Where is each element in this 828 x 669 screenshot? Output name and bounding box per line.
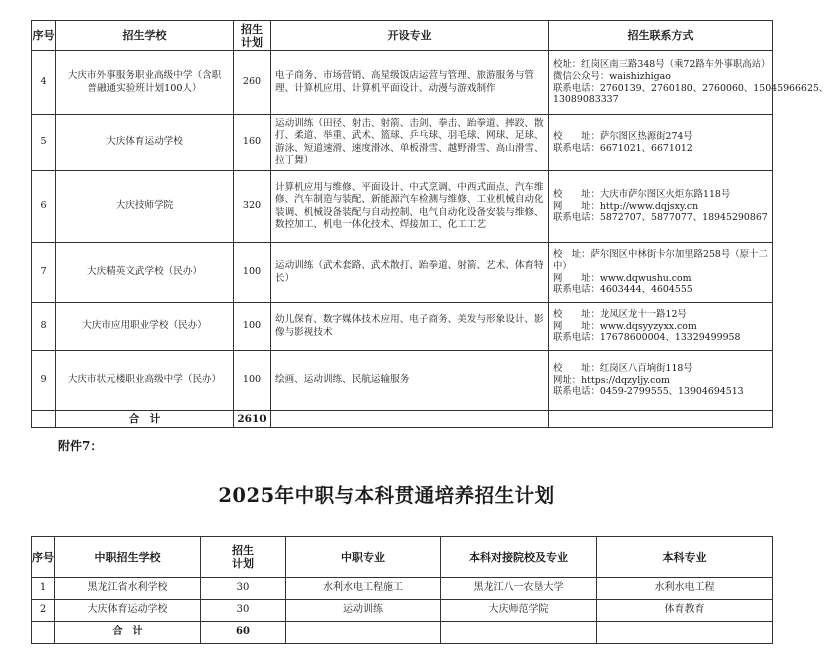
total-univ-cell (441, 622, 597, 644)
plan-title: 2025年中职与本科贯通培养招生计划 (218, 484, 555, 507)
total-value: 60 (201, 622, 286, 644)
bachelor-track-table (31, 536, 773, 644)
row-plan: 100 (234, 243, 271, 303)
row-school: 大庆市应用职业学校（民办） (56, 303, 234, 351)
contact-line: 校 址：萨尔图区热源街274号 (553, 130, 693, 142)
row-plan: 30 (201, 600, 286, 622)
row-major: 运动训练 (286, 600, 441, 622)
row-plan: 320 (234, 171, 271, 243)
total-label: 合 计 (55, 622, 201, 644)
contact-line: 校 址：红岗区八百垧街118号 (553, 362, 693, 374)
header-plan (234, 21, 271, 51)
total-major-cell (286, 622, 441, 644)
table-row (32, 171, 773, 243)
row-contact (549, 351, 773, 411)
row-contact (549, 51, 828, 115)
contact-line: 网址：https://dqzyljy.com (553, 374, 670, 386)
row-school: 大庆市状元楼职业高级中学（民办） (56, 351, 234, 411)
row-seq: 8 (32, 303, 56, 351)
enrollment-table (31, 20, 828, 428)
total-seq-cell (32, 622, 55, 644)
header-plan-line1: 招生 (232, 544, 254, 557)
contact-line: 网 址：http://www.dqjsxy.cn (553, 200, 699, 212)
total-value: 2610 (234, 411, 271, 428)
row-majors: 绘画、运动训练、民航运输服务 (271, 351, 549, 411)
row-contact (549, 115, 773, 171)
contact-line: 联系电话：5872707、5877077、18945290867 (553, 212, 768, 224)
header-school: 招生学校 (56, 21, 234, 51)
contact-line: 联系电话：0459-2799555、13904694513 (553, 386, 744, 398)
row-seq: 7 (32, 243, 56, 303)
row-plan: 160 (234, 115, 271, 171)
contact-line: 联系电话：6671021、6671012 (553, 142, 693, 154)
header-plan-line1: 招生 (241, 22, 263, 36)
table-header-row (32, 537, 773, 578)
row-plan: 260 (234, 51, 271, 115)
row-major: 水利水电工程施工 (286, 578, 441, 600)
row-majors: 运动训练（武术套路、武术散打、跆拳道、射箭、艺术、体育特长） (271, 243, 549, 303)
row-univ: 黑龙江八一农垦大学 (441, 578, 597, 600)
row-contact (549, 243, 773, 303)
row-school: 大庆技师学院 (56, 171, 234, 243)
contact-line: 联系电话：4603444、4604555 (553, 284, 693, 296)
contact-line: 联系电话：17678600004、13329499958 (553, 332, 741, 344)
header-plan-line2: 计划 (241, 35, 263, 49)
row-univ: 大庆师范学院 (441, 600, 597, 622)
contact-line: 中） (553, 260, 572, 272)
header-univ-major: 本科专业 (597, 537, 773, 578)
table-row (32, 578, 773, 600)
contact-line: 13089083337 (553, 94, 619, 106)
row-contact (549, 303, 773, 351)
total-majors-cell (271, 411, 549, 428)
contact-line: 校 址：萨尔图区中林街卡尔加里路258号（原十二 (553, 248, 768, 260)
header-majors: 开设专业 (271, 21, 549, 51)
row-seq: 9 (32, 351, 56, 411)
row-univ-major: 水利水电工程 (597, 578, 773, 600)
row-school: 黑龙江省水利学校 (55, 578, 201, 600)
row-seq: 2 (32, 600, 55, 622)
row-majors: 运动训练（田径、射击、射箭、击剑、拳击、跆拳道、摔跤、散打、柔道、举重、武术、篮球、乒乓球、羽毛球、网球、足球、游泳、短道速滑、速度滑冰、单板滑雪、越野滑雪、高山滑雪、拉丁舞） (271, 115, 549, 171)
contact-line: 校址：红岗区南三路348号（乘72路车外事职高站） (553, 58, 771, 70)
contact-line: 微信公众号：waishizhigao (553, 70, 671, 82)
header-school: 中职招生学校 (55, 537, 201, 578)
header-univ: 本科对接院校及专业 (441, 537, 597, 578)
row-seq: 6 (32, 171, 56, 243)
header-plan-line2: 计划 (232, 557, 254, 570)
row-majors: 幼儿保育、数字媒体技术应用、电子商务、美发与形象设计、影像与影视技术 (271, 303, 549, 351)
row-seq: 1 (32, 578, 55, 600)
header-seq: 序号 (32, 21, 56, 51)
contact-line: 网 址：www.dqsyyzyxx.com (553, 320, 697, 332)
row-plan: 30 (201, 578, 286, 600)
total-label: 合 计 (56, 411, 234, 428)
header-plan (201, 537, 286, 578)
row-school: 大庆体育运动学校 (55, 600, 201, 622)
table-row (32, 351, 773, 411)
table-row (32, 243, 773, 303)
row-majors: 计算机应用与维修、平面设计、中式烹调、中西式面点、汽车维修、汽车制造与装配、新能源汽车检测与维修、工业机械自动化装调、机械设备装配与自动控制、电气自动化设备安装与维修、数控加工、机电一体化技术、焊接加工、化工工艺 (271, 171, 549, 243)
table-row (32, 115, 773, 171)
row-school: 大庆体育运动学校 (56, 115, 234, 171)
table-header-row (32, 21, 773, 51)
row-seq: 5 (32, 115, 56, 171)
total-seq-cell (32, 411, 56, 428)
contact-line: 联系电话：2760139、2760180、2760060、15045966625、 (553, 82, 828, 94)
row-univ-major: 体育教育 (597, 600, 773, 622)
total-row (32, 411, 773, 428)
total-contact-cell (549, 411, 773, 428)
total-univ-major-cell (597, 622, 773, 644)
header-contact: 招生联系方式 (549, 21, 773, 51)
total-row (32, 622, 773, 644)
row-plan: 100 (234, 303, 271, 351)
row-plan: 100 (234, 351, 271, 411)
row-school: 大庆市外事服务职业高级中学（含职普融通实验班计划100人） (56, 51, 234, 115)
row-seq: 4 (32, 51, 56, 115)
header-major: 中职专业 (286, 537, 441, 578)
contact-line: 校 址：大庆市萨尔图区火炬东路118号 (553, 188, 731, 200)
row-school: 大庆精英文武学校（民办） (56, 243, 234, 303)
table-row (32, 303, 773, 351)
attachment-label: 附件7： (58, 439, 103, 453)
row-majors: 电子商务、市场营销、高星级饭店运营与管理、旅游服务与管理、计算机应用、计算机平面设计、动漫与游戏制作 (271, 51, 549, 115)
row-contact (549, 171, 773, 243)
contact-line: 网 址：www.dqwushu.com (553, 272, 692, 284)
table-row (32, 600, 773, 622)
header-seq: 序号 (32, 537, 55, 578)
table-row (32, 51, 773, 115)
contact-line: 校 址：龙凤区龙十一路12号 (553, 308, 687, 320)
